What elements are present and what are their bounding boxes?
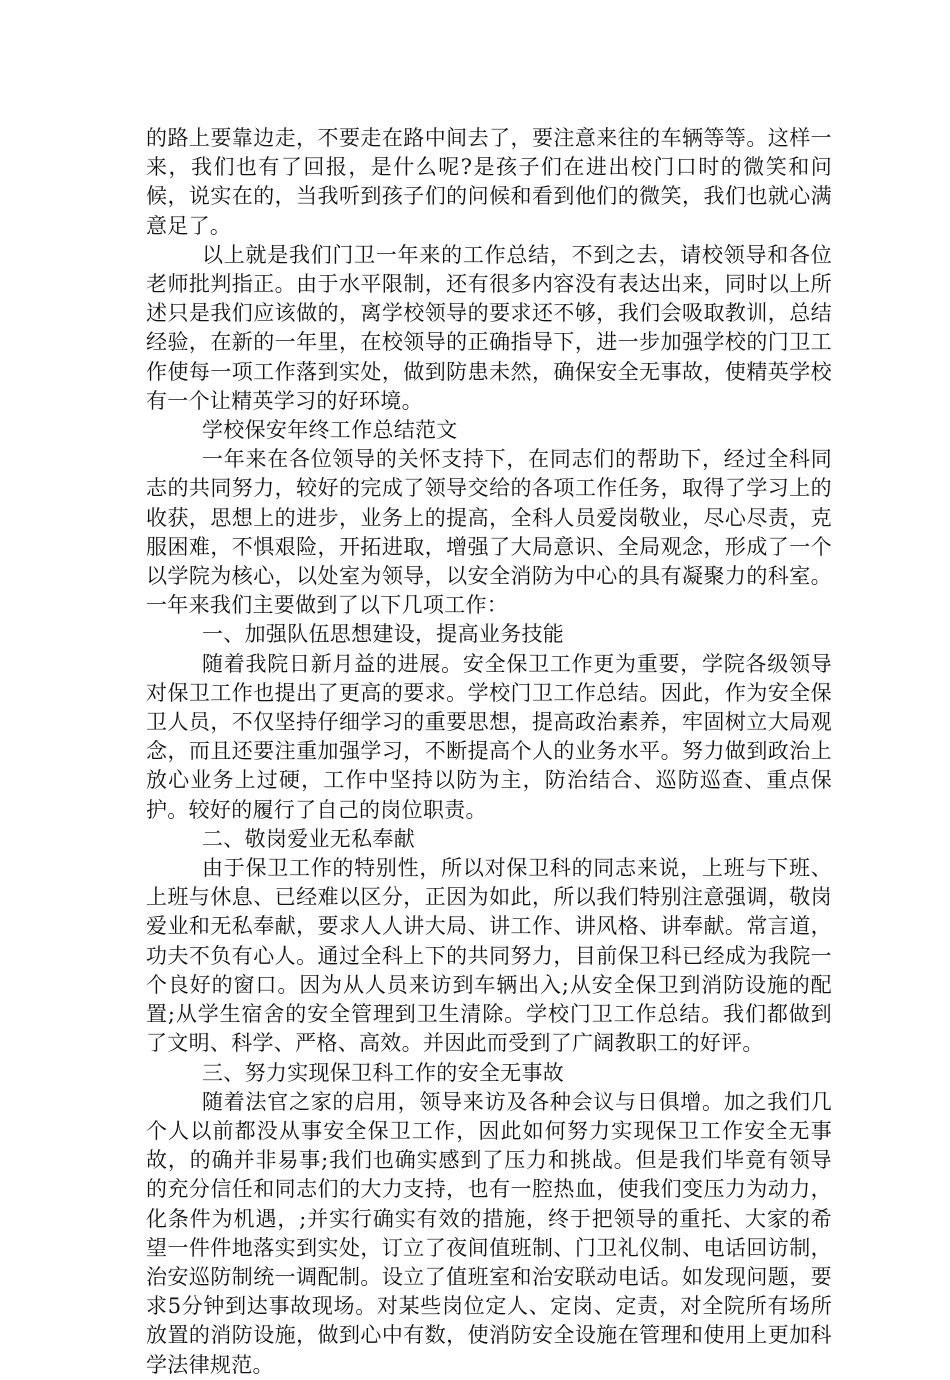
section-title: 学校保安年终工作总结范文 bbox=[202, 418, 458, 443]
paragraph-gatekeeper-summary-closing: 以上就是我们门卫一年来的工作总结，不到之去，请校领导和各位老师批判指正。由于水平限制，还有很多内容没有表达出来，同时以上所述只是我们应该做的，离学校领导的要求还不够，我们会吸取教训，总结经验，在新的一年里，在校领导的正确指导下，进一步加强学校的门卫工作使每一项工作落到实处，做到防患未然，确保安全无事故，使精英学校有一个让精英学习的好环境。 bbox=[146, 242, 832, 413]
heading-part-three: 三、努力实现保卫科工作的安全无事故 bbox=[202, 1060, 565, 1085]
paragraph-part-two: 由于保卫工作的特别性，所以对保卫科的同志来说，上班与下班、上班与休息、已经难以区分，正因为如此，所以我们特别注意强调，敬岗爱业和无私奉献，要求人人讲大局、讲工作、讲风格、讲奉献。常言道，功夫不负有心人。通过全科上下的共同努力，目前保卫科已经成为我院一个良好的窗口。因为从人员来访到车辆出入;从安全保卫到消防设施的配置;从学生宿舍的安全管理到卫生清除。学校门卫工作总结。我们都做到了文明、科学、严格、高效。并因此而受到了广阔教职工的好评。 bbox=[146, 856, 832, 1056]
heading-part-two: 二、敬岗爱业无私奉献 bbox=[202, 826, 415, 851]
paragraph-continuation: 的路上要靠边走，不要走在路中间去了，要注意来往的车辆等等。这样一来，我们也有了回报，是什么呢?是孩子们在进出校门口时的微笑和问候，说实在的，当我听到孩子们的问候和看到他们的微笑，我们也就心满意足了。 bbox=[146, 126, 832, 238]
paragraph-intro: 一年来在各位领导的关怀支持下，在同志们的帮助下，经过全科同志的共同努力，较好的完成了领导交给的各项工作任务，取得了学习上的收获，思想上的进步，业务上的提高，全科人员爱岗敬业，尽心尽责，克服困难，不惧艰险，开拓进取，增强了大局意识、全局观念，形成了一个以学院为核心，以处室为领导，以安全消防为中心的具有凝聚力的科室。一年来我们主要做到了以下几项工作： bbox=[146, 447, 832, 618]
paragraph-part-one: 随着我院日新月益的进展。安全保卫工作更为重要，学院各级领导对保卫工作也提出了更高的要求。学校门卫工作总结。因此，作为安全保卫人员，不仅坚持仔细学习的重要思想，提高政治素养，牢固树立大局观念，而且还要注重加强学习，不断提高个人的业务水平。努力做到政治上放心业务上过硬，工作中坚持以防为主，防治结合、巡防巡查、重点保护。较好的履行了自己的岗位职责。 bbox=[146, 651, 832, 822]
document-body bbox=[146, 124, 832, 1380]
heading-part-one: 一、加强队伍思想建设，提高业务技能 bbox=[202, 622, 565, 647]
paragraph-part-three: 随着法官之家的启用，领导来访及各种会议与日俱增。加之我们几个人以前都没从事安全保卫工作，因此如何努力实现保卫工作安全无事故，的确并非易事;我们也确实感到了压力和挑战。但是我们毕竟有领导的充分信任和同志们的大力支持，也有一腔热血，使我们变压力为动力，化条件为机遇，;并实行确实有效的措施，终于把领导的重托、大家的希望一件件地落实到实处，订立了夜间值班制、门卫礼仪制、电话回访制，治安巡防制统一调配制。设立了值班室和治安联动电话。如发现问题，要求5分钟到达事故现场。对某些岗位定人、定岗、定责，对全院所有场所放置的消防设施，做到心中有数，使消防安全设施在管理和使用上更加科学法律规范。 bbox=[146, 1089, 832, 1377]
